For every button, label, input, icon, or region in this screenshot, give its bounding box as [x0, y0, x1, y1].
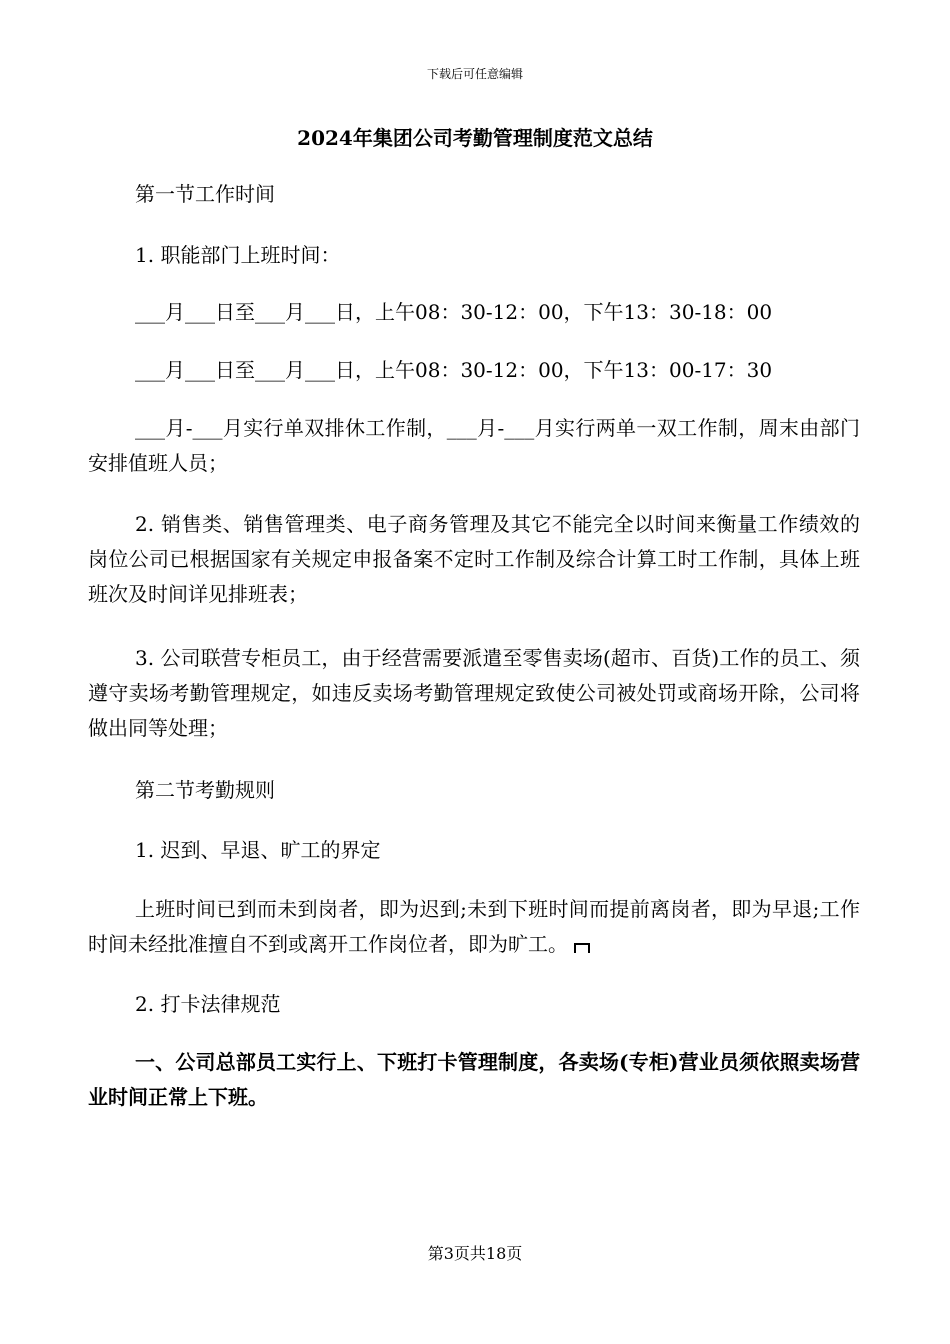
section1-item2: 2. 销售类、销售管理类、电子商务管理及其它不能完全以时间来衡量工作绩效的岗位公司已根据国家有关规定申报备案不定时工作制及综合计算工时工作制，具体上班班次及时间详见排班表； [88, 512, 860, 606]
page-number: 第3页共18页 [427, 1244, 523, 1263]
document-title: 2024年集团公司考勤管理制度范文总结 [297, 126, 653, 150]
section1-item3: 3. 公司联营专柜员工，由于经营需要派遣至零售卖场(超市、百货)工作的员工、须遵守卖场考勤管理规定，如违反卖场考勤管理规定致使公司被处罚或商场开除，公司将做出同等处理； [88, 646, 860, 740]
section1-item1: 1. 职能部门上班时间： [135, 243, 341, 267]
definition-text: 上班时间已到而未到岗者，即为迟到;未到下班时间而提前离岗者，即为早退;工作时间未经批准擅自不到或离开工作岗位者，即为旷工。 [88, 897, 860, 956]
schedule-line-2: ___月___日至___月___日，上午08：30-12：00，下午13：00-17：30 [135, 358, 773, 382]
page-header-note: 下载后可任意编辑 [426, 67, 523, 81]
schedule-line-1: ___月___日至___月___日，上午08：30-12：00，下午13：30-18：00 [135, 300, 773, 324]
section1-heading: 第一节工作时间 [135, 182, 275, 206]
section2-item2: 2. 打卡法律规范 [135, 992, 281, 1016]
edit-mark-icon [574, 943, 590, 953]
section2-heading: 第二节考勤规则 [135, 778, 275, 802]
section2-item1: 1. 迟到、早退、旷工的界定 [135, 838, 381, 862]
rest-rule-paragraph: ___月-___月实行单双排休工作制，___月-___月实行两单一双工作制，周末由部门安排值班人员； [88, 416, 860, 475]
definition-paragraph [88, 892, 860, 962]
rule1-paragraph: 一、公司总部员工实行上、下班打卡管理制度，各卖场(专柜)营业员须依照卖场营业时间正常上下班。 [88, 1050, 860, 1109]
